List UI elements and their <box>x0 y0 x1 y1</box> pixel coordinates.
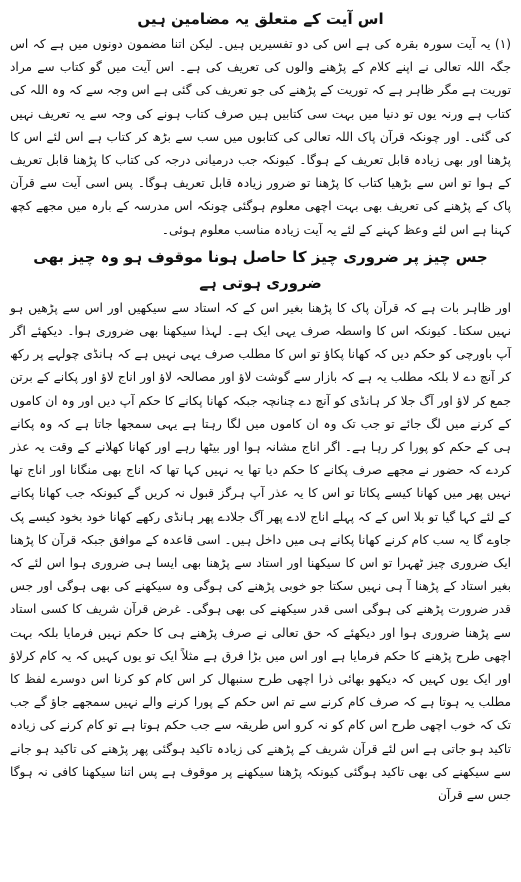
section-heading-necessary-means: جس چیز پر ضروری چیز کا حاصل ہونا موقوف ہو وہ چیز بھی ضروری ہوتی ہے <box>33 247 488 292</box>
section-heading-verse-topics: اس آیت کے متعلق یہ مضامین ہیں <box>137 10 384 28</box>
paragraph-verse-explanation: (۱) یہ آیت سورہ بقرہ کی ہے اس کی دو تفسیریں ہیں۔ لیکن اتنا مضمون دونوں میں ہے کہ اس جگہ اللہ تعالی نے اپنے کلام کے پڑھنے والوں کی تعریف کی ہے۔ اس آیت میں گو کتاب سے مراد توریت ہے مگر ظاہر ہے کہ توریت کے پڑھنے کی جو تعریف کی گئی ہے اس وجہ سے کہ وہ اللہ کی کتاب ہے ورنہ یوں تو دنیا میں بہت سی کتابیں ہیں صرف کتاب ہونے کی وجہ سے یہ تعریف نہیں کی گئی۔ اور چونکہ قرآن پاک اللہ تعالی کی کتابوں میں سب سے بڑھ کر کتاب ہے اس لئے اس کا پڑھنا اور بھی زیادہ قابل تعریف کے ہوگا۔ کیونکہ جب درمیانی درجہ کی کتاب کا پڑھنا قابل تعریف کے ہوا تو اس سے بڑھیا کتاب کا پڑھنا تو ضرور زیادہ قابل تعریف ہوگا۔ پس اسی آیت سے قرآن پاک کے پڑھنے کی تعریف بھی بہت اچھی معلوم ہوگئی چونکہ اس مدرسہ کے بارہ میں مجھے کچھ کہنا ہے اس لئے وعظ کہنے کے لئے یہ آیت زیادہ مناسب معلوم ہوئی۔ <box>10 37 511 237</box>
paragraph-learning-from-teacher: اور ظاہر بات ہے کہ قرآن پاک کا پڑھنا بغیر اس کے کہ استاد سے سیکھیں اور اس سے پڑھیں ہو نہیں سکتا۔ کیونکہ اس کا واسطہ صرف یہی ایک ہے۔ لہذا سیکھنا بھی ضروری ہوا۔ دیکھئے اگر آپ باورچی کو حکم دیں کہ کھانا پکاؤ تو اس کا مطلب صرف یہی نہیں ہے کہ ہانڈی چولہے پر رکھ کر آنچ دے لا بلکہ مطلب یہ ہے کہ بازار سے گوشت لاؤ اور مصالحہ لاؤ اور اناج لاؤ اور پکانے کے برتن جمع کر لاؤ اور آگ جلا کر ہانڈی کو آنچ دے چنانچہ جبکہ کھانا پکانے کا حکم آپ دیں اور وہ ان کاموں کے کرنے میں لگ جائے تو جب تک وہ ان کاموں میں لگا رہتا ہے یہی سمجھا جاتا ہے کہ وہ پکانے ہی کے حکم کو پورا کر رہا ہے۔ اگر اناج مشانہ ہوا اور بیٹھا رہے اور کھانا کھلانے کے وقت یہ عذر کردے کہ حضور نے مجھے صرف پکانے کا حکم دیا تھا یہ نہیں کہا تھا کہ اناج بھی منگانا اور اناج تھا نہیں پھر میں کھانا کیسے پکاتا تو اس کا یہ عذر آپ ہرگز قبول نہ کریں گے کیونکہ جب کھانا پکانے کے لئے کہا گیا تو بلا اس کے کہ پہلے اناج لادے پھر آگ جلادے پھر ہانڈی رکھے کھانا خود بخود کیسے پک جاوے گا یہ سب کام کرنے کھانا پکانے ہی میں داخل ہیں۔ اسی قاعدہ کے موافق جبکہ قرآن کا پڑھنا ایک ضروری چیز ٹھہرا تو اس کا سیکھنا اور استاد سے پڑھنا بھی ایسا ہی ضروری ہوا اس لئے کہ بغیر استاد کے پڑھنا آ ہی نہیں سکتا جو خوبی پڑھنے کی ہوگی وہ سیکھنے کی بھی ہوگی اور جس قدر ضرورت پڑھنے کی ہوگی اسی قدر سیکھنے کی بھی ہوگی۔ غرض قرآن شریف کا کسی استاد سے پڑھنا ضروری ہوا اور دیکھئے کہ حق تعالی نے صرف پڑھنے ہی کا حکم نہیں فرمایا بلکہ بہت اچھی طرح پڑھنے کا حکم فرمایا ہے اور اس میں بڑا فرق ہے مثلاً ایک تو یوں کہیں کہ یہ کام کرلاؤ اور ایک یوں کہیں کہ دیکھو بھائی ذرا اچھی طرح سنبھال کر اس کام کو کرنا اس دوسرے لفظ کا مطلب یہ ہوتا ہے کہ صرف کام کرنے سے تم اس حکم کے پورا کرنے والے نہیں سمجھے جاؤ گے جب تک کہ خوب اچھی طرح اس کام کو نہ کرو اس طریقہ سے جب حکم ہوتا ہے تو کام کرنے کی زیادہ تاکید ہو جاتی ہے اس لئے قرآن شریف کے پڑھنے کی زیادہ تاکید ہوگئی پھر پڑھنے کی تاکید ہو جانے سے سیکھنے کی بھی تاکید ہوگئی کیونکہ پڑھنا سیکھنے پر موقوف ہے پس اتنا سیکھنا کافی نہ ہوگا جس سے قرآن <box>10 300 511 803</box>
